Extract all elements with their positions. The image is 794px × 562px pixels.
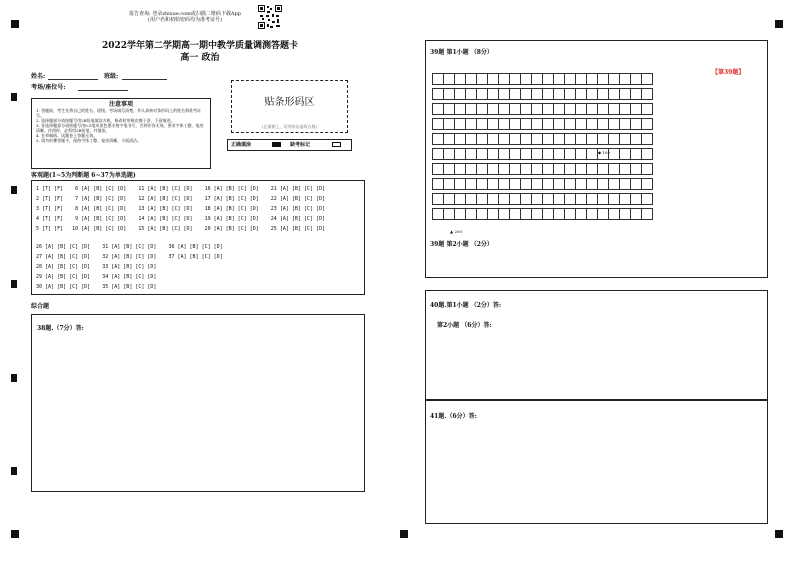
grid-cell[interactable] xyxy=(433,74,444,85)
grid-cell[interactable] xyxy=(631,89,642,100)
q38-answer-area[interactable] xyxy=(31,314,365,492)
absent-mark-label: 缺考标记 xyxy=(290,142,311,148)
grid-cell[interactable] xyxy=(466,164,477,175)
instructions-box xyxy=(31,98,211,169)
grid-cell[interactable] xyxy=(466,194,477,205)
class-field[interactable] xyxy=(122,79,167,80)
grid-cell[interactable] xyxy=(499,119,510,130)
grid-cell[interactable] xyxy=(532,149,543,160)
grid-cell[interactable] xyxy=(587,209,598,220)
grid-row xyxy=(433,74,653,85)
grid-row xyxy=(433,164,653,175)
grid-cell[interactable] xyxy=(576,179,587,190)
grid-cell[interactable] xyxy=(631,104,642,115)
grid-cell[interactable] xyxy=(532,179,543,190)
grid-cell[interactable] xyxy=(455,134,466,145)
grid-cell[interactable] xyxy=(609,134,620,145)
grid-cell[interactable] xyxy=(433,104,444,115)
grid-cell[interactable] xyxy=(587,74,598,85)
grid-cell[interactable] xyxy=(598,89,609,100)
grid-cell[interactable] xyxy=(433,194,444,205)
grid-cell[interactable] xyxy=(499,89,510,100)
grid-cell[interactable] xyxy=(587,89,598,100)
alignment-marker xyxy=(11,93,17,101)
grid-cell[interactable] xyxy=(620,179,631,190)
grid-cell[interactable] xyxy=(631,74,642,85)
grid-cell[interactable] xyxy=(510,149,521,160)
grid-cell[interactable] xyxy=(631,194,642,205)
grid-cell[interactable] xyxy=(620,194,631,205)
grid-cell[interactable] xyxy=(576,149,587,160)
barcode-area xyxy=(231,80,348,133)
grid-cell[interactable] xyxy=(554,104,565,115)
grid-cell[interactable] xyxy=(455,89,466,100)
option-row[interactable]: 28 [A] [B] [C] [D] 33 [A] [B] [C] [D] xyxy=(36,264,157,270)
grid-row xyxy=(433,134,653,145)
grid-cell[interactable] xyxy=(642,209,653,220)
grid-cell[interactable] xyxy=(543,194,554,205)
grid-cell[interactable] xyxy=(565,164,576,175)
grid-row xyxy=(433,149,653,160)
grid-cell[interactable] xyxy=(609,194,620,205)
grid-row xyxy=(433,89,653,100)
grid-cell[interactable] xyxy=(565,134,576,145)
grid-cell[interactable] xyxy=(455,194,466,205)
instruction-line: 5. 请勿折叠答题卡，保持字体工整、笔迹清晰、卡面清洁。 xyxy=(36,138,142,143)
corner-marker xyxy=(400,530,408,538)
grid-cell[interactable] xyxy=(620,119,631,130)
grid-cell[interactable] xyxy=(466,134,477,145)
grid-mark-100-label: 100 xyxy=(602,150,610,155)
option-row[interactable]: 2 [T] [F] 7 [A] [B] [C] [D] 12 [A] [B] [C] [D] 17 [A] [B] [C] [D] 22 [A] [B] [C] [D] xyxy=(36,196,325,202)
absent-mark-box[interactable] xyxy=(332,142,341,147)
alignment-marker xyxy=(11,186,17,194)
instruction-line: 1. 答题前，考生先将自己的姓名、班级、考场填写清楚，并认真核对条形码上的姓名和准考证号。 xyxy=(36,108,202,118)
grid-cell[interactable] xyxy=(455,104,466,115)
q39-1-label: 39题 第1小题 （8分） xyxy=(430,49,493,56)
grid-cell[interactable] xyxy=(642,179,653,190)
grid-cell[interactable] xyxy=(477,89,488,100)
grid-cell[interactable] xyxy=(532,119,543,130)
grid-row xyxy=(433,104,653,115)
page-subtitle: 高一 政治 xyxy=(180,53,220,63)
grid-cell[interactable] xyxy=(466,179,477,190)
grid-cell[interactable] xyxy=(620,134,631,145)
grid-cell[interactable] xyxy=(477,104,488,115)
grid-cell[interactable] xyxy=(488,104,499,115)
grid-cell[interactable] xyxy=(642,74,653,85)
grid-cell[interactable] xyxy=(499,164,510,175)
grid-cell[interactable] xyxy=(433,179,444,190)
grid-cell[interactable] xyxy=(598,74,609,85)
option-row[interactable]: 3 [T] [F] 8 [A] [B] [C] [D] 13 [A] [B] [C] [D] 18 [A] [B] [C] [D] 23 [A] [B] [C] [D] xyxy=(36,206,325,212)
grid-cell[interactable] xyxy=(477,74,488,85)
option-row[interactable]: 30 [A] [B] [C] [D] 35 [A] [B] [C] [D] xyxy=(36,284,157,290)
grid-cell[interactable] xyxy=(620,164,631,175)
grid-cell[interactable] xyxy=(499,209,510,220)
grid-cell[interactable] xyxy=(433,119,444,130)
grid-cell[interactable] xyxy=(466,104,477,115)
grid-cell[interactable] xyxy=(477,134,488,145)
alignment-marker xyxy=(11,467,17,475)
grid-cell[interactable] xyxy=(554,149,565,160)
grid-cell[interactable] xyxy=(521,119,532,130)
grid-cell[interactable] xyxy=(444,119,455,130)
grid-cell[interactable] xyxy=(488,89,499,100)
grid-cell[interactable] xyxy=(587,179,598,190)
grid-cell[interactable] xyxy=(444,164,455,175)
grid-cell[interactable] xyxy=(444,74,455,85)
grid-cell[interactable] xyxy=(488,119,499,130)
grid-cell[interactable] xyxy=(521,209,532,220)
grid-cell[interactable] xyxy=(521,74,532,85)
grid-mark-200: ▲ 200 xyxy=(450,229,462,234)
grid-cell[interactable] xyxy=(554,164,565,175)
grid-cell[interactable] xyxy=(609,104,620,115)
grid-cell[interactable] xyxy=(488,164,499,175)
instructions-title: 注意事项 xyxy=(108,101,133,108)
instruction-line: 4. 在草稿纸、试题卷上答题无效。 xyxy=(36,133,98,138)
grid-cell[interactable] xyxy=(642,89,653,100)
instruction-line: 2. 选择题部分请按题号用2B铅笔填涂方框，修改时用橡皮擦干净，不留痕迹。 xyxy=(36,118,175,123)
grid-cell[interactable] xyxy=(598,179,609,190)
grid-cell[interactable] xyxy=(499,194,510,205)
grid-cell[interactable] xyxy=(532,104,543,115)
grid-cell[interactable] xyxy=(488,179,499,190)
grid-cell[interactable] xyxy=(543,179,554,190)
grid-cell[interactable] xyxy=(576,104,587,115)
grid-cell[interactable] xyxy=(477,149,488,160)
grid-cell[interactable] xyxy=(642,119,653,130)
grid-cell[interactable] xyxy=(521,164,532,175)
grid-cell[interactable] xyxy=(598,119,609,130)
q38-label: 38题.（7分）答: xyxy=(37,325,84,332)
grid-cell[interactable] xyxy=(455,119,466,130)
page-title: 2022学年第二学期高一期中教学质量调测答题卡 xyxy=(101,41,299,51)
grid-cell[interactable] xyxy=(455,209,466,220)
notice-line-1: 报告查询: 登录zhixue.com或扫描二维码下载App xyxy=(129,11,241,17)
class-label: 班级: xyxy=(104,73,119,80)
grid-cell[interactable] xyxy=(598,209,609,220)
grid-cell[interactable] xyxy=(554,119,565,130)
grid-cell[interactable] xyxy=(433,164,444,175)
q41-label: 41题.（6分）答: xyxy=(430,413,477,420)
grid-cell[interactable] xyxy=(510,209,521,220)
grid-cell[interactable] xyxy=(532,89,543,100)
grid-cell[interactable] xyxy=(642,194,653,205)
grid-cell[interactable] xyxy=(499,104,510,115)
grid-cell[interactable] xyxy=(543,209,554,220)
grid-cell[interactable] xyxy=(521,149,532,160)
grid-cell[interactable] xyxy=(543,74,554,85)
grid-cell[interactable] xyxy=(587,119,598,130)
grid-cell[interactable] xyxy=(510,164,521,175)
grid-cell[interactable] xyxy=(554,74,565,85)
grid-cell[interactable] xyxy=(433,209,444,220)
grid-cell[interactable] xyxy=(576,209,587,220)
grid-cell[interactable] xyxy=(488,149,499,160)
grid-cell[interactable] xyxy=(576,89,587,100)
grid-cell[interactable] xyxy=(631,134,642,145)
grid-cell[interactable] xyxy=(609,89,620,100)
grid-cell[interactable] xyxy=(565,179,576,190)
grid-cell[interactable] xyxy=(488,74,499,85)
grid-cell[interactable] xyxy=(609,209,620,220)
qr-code-icon xyxy=(258,5,282,29)
grid-cell[interactable] xyxy=(565,149,576,160)
corner-marker xyxy=(11,530,19,538)
grid-cell[interactable] xyxy=(565,104,576,115)
grid-cell[interactable] xyxy=(587,164,598,175)
option-row[interactable]: 26 [A] [B] [C] [D] 31 [A] [B] [C] [D] 36 [A] [B] [C] [D] xyxy=(36,244,223,250)
grid-cell[interactable] xyxy=(565,74,576,85)
q39-tag: 【第39题】 xyxy=(712,69,745,76)
grid-row xyxy=(433,209,653,220)
grid-cell[interactable] xyxy=(620,89,631,100)
grid-cell[interactable] xyxy=(642,104,653,115)
grid-cell[interactable] xyxy=(444,149,455,160)
grid-cell[interactable] xyxy=(521,194,532,205)
grid-cell[interactable] xyxy=(455,179,466,190)
grid-cell[interactable] xyxy=(631,164,642,175)
grid-cell[interactable] xyxy=(532,194,543,205)
grid-cell[interactable] xyxy=(499,149,510,160)
grid-cell[interactable] xyxy=(444,179,455,190)
grid-cell[interactable] xyxy=(488,134,499,145)
grid-mark-200-label: 200 xyxy=(454,229,462,234)
report-notice xyxy=(110,11,260,23)
grid-cell[interactable] xyxy=(543,149,554,160)
grid-cell[interactable] xyxy=(444,209,455,220)
grid-cell[interactable] xyxy=(510,194,521,205)
grid-cell[interactable] xyxy=(620,74,631,85)
grid-cell[interactable] xyxy=(477,179,488,190)
barcode-title: 贴条形码区 xyxy=(264,97,315,108)
option-row[interactable]: 29 [A] [B] [C] [D] 34 [A] [B] [C] [D] xyxy=(36,274,157,280)
grid-row xyxy=(433,179,653,190)
grid-cell[interactable] xyxy=(510,89,521,100)
grid-cell[interactable] xyxy=(576,194,587,205)
grid-cell[interactable] xyxy=(587,194,598,205)
essay-grid[interactable] xyxy=(432,73,653,224)
grid-cell[interactable] xyxy=(631,179,642,190)
room-seat-field[interactable] xyxy=(78,90,128,91)
grid-cell[interactable] xyxy=(466,74,477,85)
grid-cell[interactable] xyxy=(455,164,466,175)
grid-cell[interactable] xyxy=(598,104,609,115)
grid-mark-100: ◆ 100 xyxy=(598,150,610,155)
q40-1-label: 40题.第1小题 （2分）答: xyxy=(430,302,502,309)
grid-cell[interactable] xyxy=(631,119,642,130)
grid-cell[interactable] xyxy=(554,209,565,220)
grid-cell[interactable] xyxy=(466,209,477,220)
correct-fill-label: 正确填涂 xyxy=(231,142,252,148)
grid-cell[interactable] xyxy=(488,194,499,205)
grid-cell[interactable] xyxy=(433,149,444,160)
grid-cell[interactable] xyxy=(598,134,609,145)
grid-cell[interactable] xyxy=(576,134,587,145)
grid-cell[interactable] xyxy=(444,194,455,205)
grid-cell[interactable] xyxy=(488,209,499,220)
grid-cell[interactable] xyxy=(466,119,477,130)
objective-title: 客观题(1~5为判断题 6~37为单选题) xyxy=(31,172,136,179)
instruction-line: 3. 非选择题部分请按题号用0.5毫米黑色墨水签字笔书写，否则作答无效。要求字体工整、笔迹清晰。作图时，必须用2B铅笔，并描浓。 xyxy=(36,123,204,133)
comprehensive-title: 综合题 xyxy=(31,303,50,310)
grid-cell[interactable] xyxy=(620,149,631,160)
option-row[interactable]: 1 [T] [F] 6 [A] [B] [C] [D] 11 [A] [B] [C] [D] 16 [A] [B] [C] [D] 21 [A] [B] [C] [D] xyxy=(36,186,325,192)
grid-cell[interactable] xyxy=(466,89,477,100)
grid-cell[interactable] xyxy=(554,89,565,100)
grid-cell[interactable] xyxy=(598,164,609,175)
grid-cell[interactable] xyxy=(477,194,488,205)
grid-cell[interactable] xyxy=(477,164,488,175)
grid-cell[interactable] xyxy=(598,194,609,205)
alignment-marker xyxy=(11,374,17,382)
grid-cell[interactable] xyxy=(587,104,598,115)
grid-row xyxy=(433,119,653,130)
grid-cell[interactable] xyxy=(565,209,576,220)
grid-cell[interactable] xyxy=(466,149,477,160)
option-row[interactable]: 27 [A] [B] [C] [D] 32 [A] [B] [C] [D] 37 [A] [B] [C] [D] xyxy=(36,254,223,260)
grid-cell[interactable] xyxy=(444,134,455,145)
grid-cell[interactable] xyxy=(609,74,620,85)
grid-cell[interactable] xyxy=(620,209,631,220)
grid-cell[interactable] xyxy=(631,149,642,160)
grid-cell[interactable] xyxy=(499,134,510,145)
grid-cell[interactable] xyxy=(609,164,620,175)
grid-cell[interactable] xyxy=(642,134,653,145)
grid-cell[interactable] xyxy=(543,134,554,145)
notice-line-2: (用户名和初始密码均为准考证号) xyxy=(148,17,222,23)
grid-cell[interactable] xyxy=(543,104,554,115)
grid-cell[interactable] xyxy=(455,74,466,85)
grid-cell[interactable] xyxy=(532,74,543,85)
q39-2-label: 39题 第2小题 （2分） xyxy=(430,241,493,248)
grid-spacer-cell xyxy=(433,220,653,224)
grid-cell[interactable] xyxy=(565,89,576,100)
grid-cell[interactable] xyxy=(565,194,576,205)
grid-cell[interactable] xyxy=(543,89,554,100)
grid-cell[interactable] xyxy=(444,104,455,115)
grid-cell[interactable] xyxy=(510,119,521,130)
grid-cell[interactable] xyxy=(587,149,598,160)
q40-2-label: 第2小题 （6分）答: xyxy=(437,322,492,329)
option-row[interactable]: 4 [T] [F] 9 [A] [B] [C] [D] 14 [A] [B] [C] [D] 19 [A] [B] [C] [D] 24 [A] [B] [C] [D] xyxy=(36,216,325,222)
grid-cell[interactable] xyxy=(609,119,620,130)
grid-cell[interactable] xyxy=(543,164,554,175)
grid-cell[interactable] xyxy=(433,89,444,100)
grid-cell[interactable] xyxy=(554,179,565,190)
grid-cell[interactable] xyxy=(521,104,532,115)
name-label: 姓名: xyxy=(31,73,46,80)
grid-cell[interactable] xyxy=(554,194,565,205)
grid-cell[interactable] xyxy=(554,134,565,145)
grid-cell[interactable] xyxy=(510,74,521,85)
grid-cell[interactable] xyxy=(565,119,576,130)
grid-cell[interactable] xyxy=(521,89,532,100)
grid-row xyxy=(433,194,653,205)
grid-cell[interactable] xyxy=(620,104,631,115)
grid-cell[interactable] xyxy=(510,104,521,115)
option-row[interactable]: 5 [T] [F] 10 [A] [B] [C] [D] 15 [A] [B] [C] [D] 20 [A] [B] [C] [D] 25 [A] [B] [C] [D] xyxy=(36,226,325,232)
grid-cell[interactable] xyxy=(477,119,488,130)
grid-cell[interactable] xyxy=(521,179,532,190)
grid-cell[interactable] xyxy=(499,179,510,190)
grid-cell[interactable] xyxy=(444,89,455,100)
grid-cell[interactable] xyxy=(510,179,521,190)
corner-marker xyxy=(775,530,783,538)
grid-cell[interactable] xyxy=(642,149,653,160)
grid-cell[interactable] xyxy=(532,209,543,220)
grid-cell[interactable] xyxy=(433,134,444,145)
corner-marker xyxy=(11,20,19,28)
grid-cell[interactable] xyxy=(510,134,521,145)
grid-cell[interactable] xyxy=(455,149,466,160)
grid-cell[interactable] xyxy=(543,119,554,130)
grid-cell[interactable] xyxy=(642,164,653,175)
grid-spacer xyxy=(433,220,653,224)
grid-cell[interactable] xyxy=(532,134,543,145)
grid-cell[interactable] xyxy=(576,164,587,175)
grid-cell[interactable] xyxy=(576,119,587,130)
grid-cell[interactable] xyxy=(631,209,642,220)
room-seat-label: 考场/座位号: xyxy=(31,84,66,91)
grid-cell[interactable] xyxy=(477,209,488,220)
grid-cell[interactable] xyxy=(609,179,620,190)
alignment-marker xyxy=(11,280,17,288)
grid-cell[interactable] xyxy=(499,74,510,85)
grid-cell[interactable] xyxy=(532,164,543,175)
grid-cell[interactable] xyxy=(609,149,620,160)
corner-marker xyxy=(775,20,783,28)
grid-cell[interactable] xyxy=(576,74,587,85)
name-field[interactable] xyxy=(48,79,98,80)
barcode-note: (正面朝上，切勿贴出虚线方框) xyxy=(261,124,318,129)
grid-cell[interactable] xyxy=(521,134,532,145)
correct-fill-swatch-icon xyxy=(272,142,281,147)
grid-cell[interactable] xyxy=(587,134,598,145)
